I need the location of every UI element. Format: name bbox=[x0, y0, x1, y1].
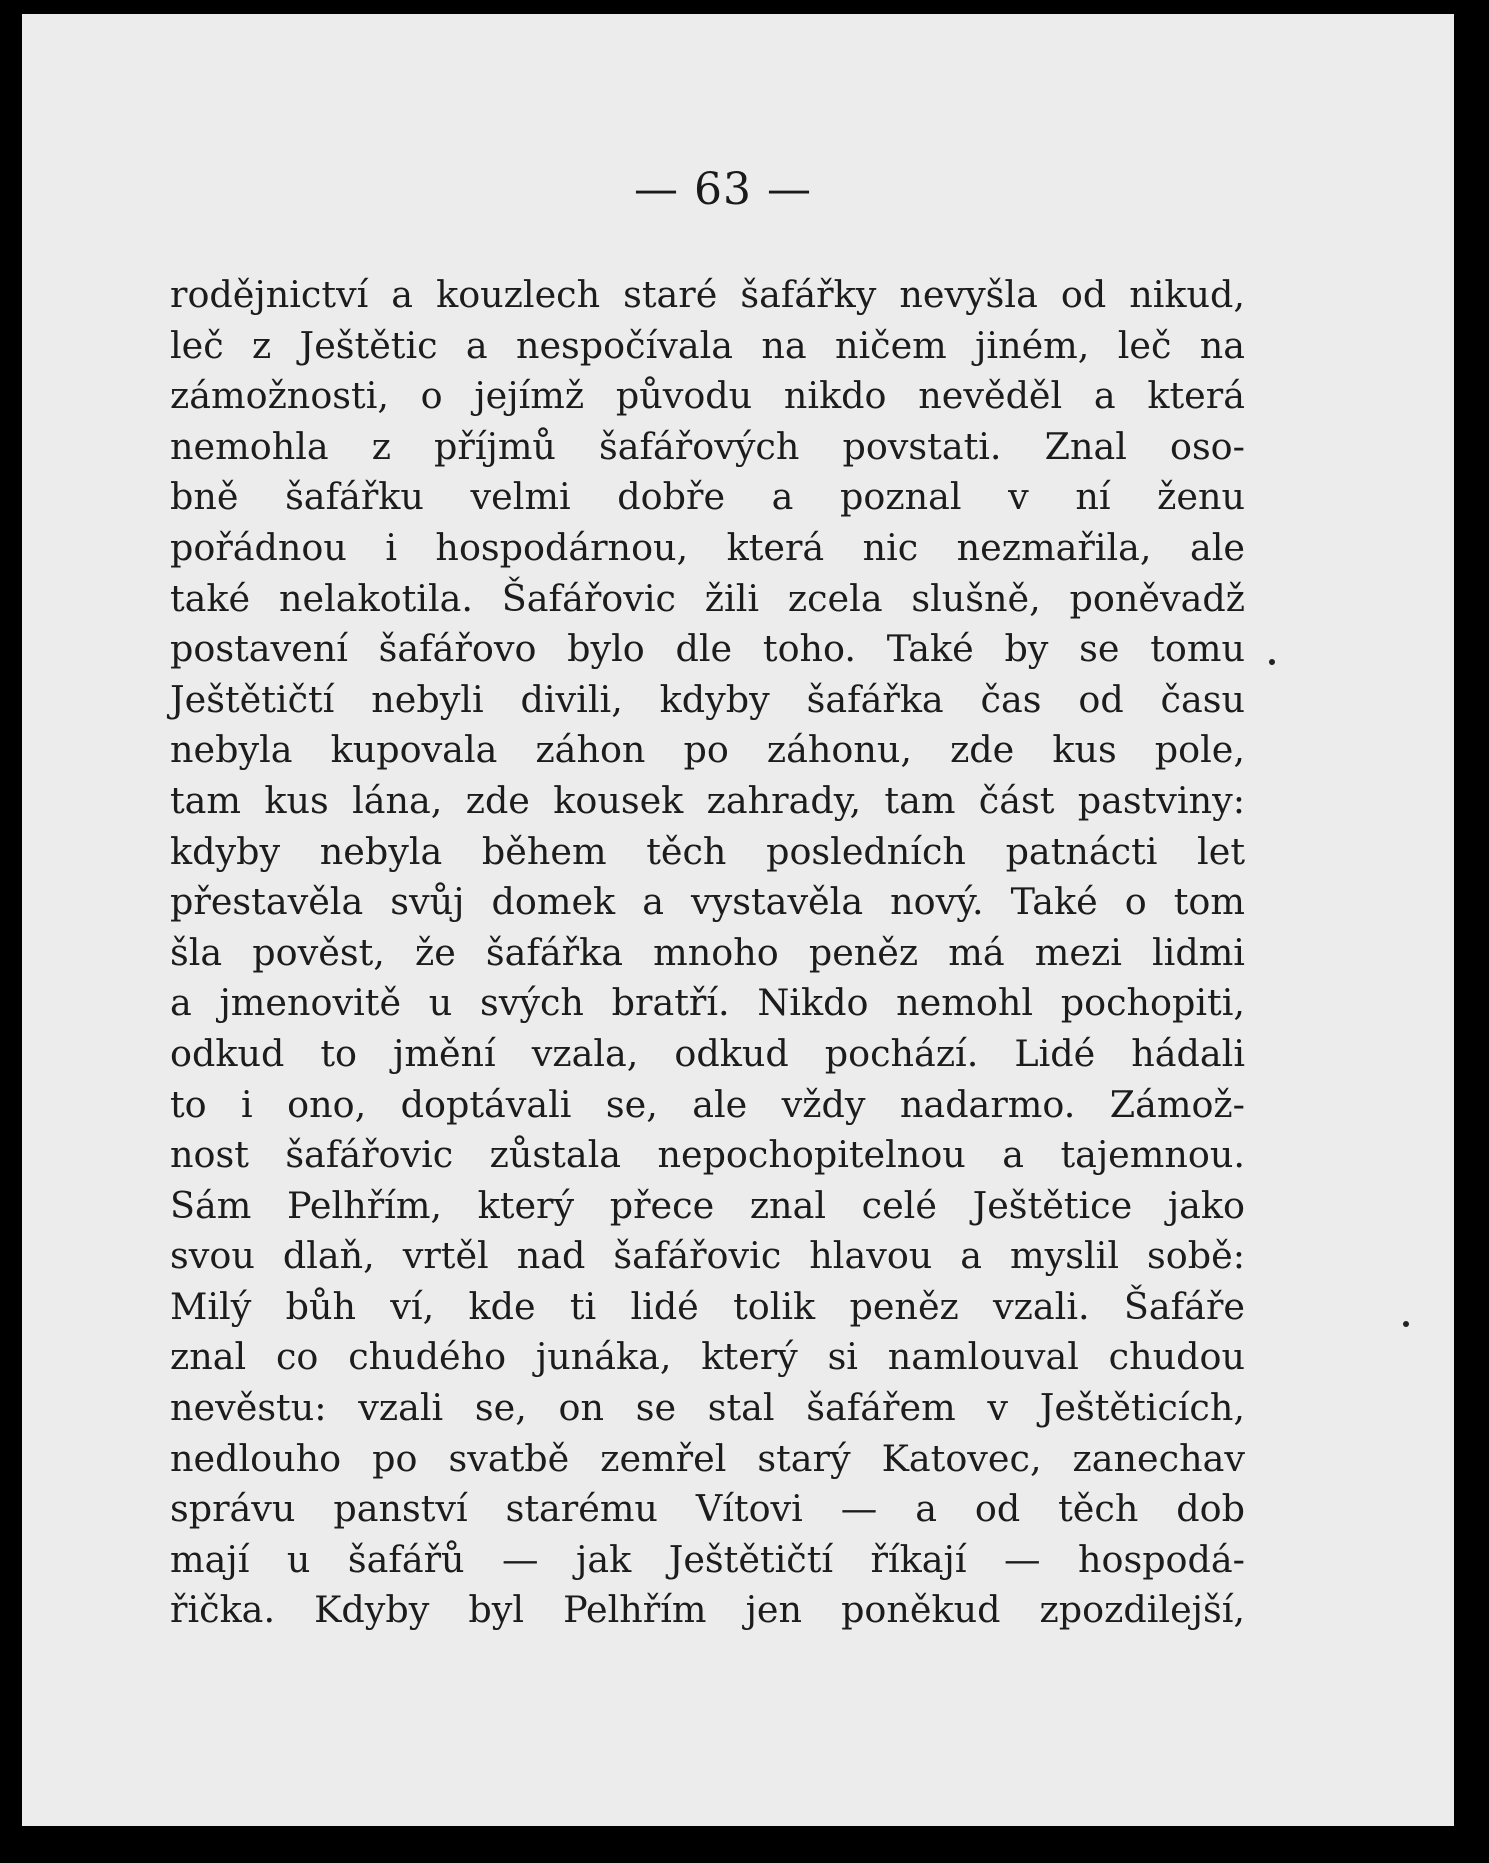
text-line: a jmenovitě u svých bratří. Nikdo nemohl pochopiti, bbox=[170, 981, 1245, 1025]
text-line: pořádnou i hospodárnou, která nic nezmařila, ale bbox=[170, 525, 1245, 569]
text-line: rodějnictví a kouzlech staré šafářky nevyšla od nikud, bbox=[170, 273, 1245, 316]
text-line: kdyby nebyla během těch posledních patnácti let bbox=[170, 829, 1245, 873]
text-line: postavení šafářovo bylo dle toho. Také by se tomu bbox=[170, 627, 1245, 671]
text-line: to i ono, doptávali se, ale vždy nadarmo. Zámož- bbox=[170, 1082, 1245, 1126]
text-line: řička. Kdyby byl Pelhřím jen poněkud zpozdilejší, bbox=[170, 1588, 1245, 1632]
text-line: zámožnosti, o jejímž původu nikdo nevěděl a která bbox=[170, 374, 1245, 418]
text-line: šla pověst, že šafářka mnoho peněz má mezi lidmi bbox=[170, 930, 1245, 974]
text-line: leč z Ještětic a nespočívala na ničem jiném, leč na bbox=[170, 323, 1245, 367]
text-line: nedlouho po svatbě zemřel starý Katovec, zanechav bbox=[170, 1436, 1245, 1480]
text-line: Sám Pelhřím, který přece znal celé Ještětice jako bbox=[170, 1183, 1245, 1227]
text-line: bně šafářku velmi dobře a poznal v ní ženu bbox=[170, 475, 1245, 519]
book-page bbox=[22, 14, 1454, 1826]
scan-speck bbox=[1269, 659, 1275, 665]
scan-speck bbox=[1403, 1321, 1409, 1327]
text-line: také nelakotila. Šafářovic žili zcela slušně, poněvadž bbox=[170, 576, 1245, 620]
text-line: přestavěla svůj domek a vystavěla nový. Také o tom bbox=[170, 880, 1245, 924]
text-line: odkud to jmění vzala, odkud pochází. Lidé hádali bbox=[170, 1031, 1245, 1075]
body-text bbox=[170, 270, 1245, 1636]
text-line: znal co chudého junáka, který si namlouval chudou bbox=[170, 1335, 1245, 1379]
text-line: svou dlaň, vrtěl nad šafářovic hlavou a myslil sobě: bbox=[170, 1234, 1245, 1278]
text-line: tam kus lána, zde kousek zahrady, tam část pastviny: bbox=[170, 778, 1245, 822]
text-line: mají u šafářů — jak Ještětičtí říkají — hospodá- bbox=[170, 1537, 1245, 1581]
text-line: Milý bůh ví, kde ti lidé tolik peněz vzali. Šafáře bbox=[170, 1284, 1245, 1328]
text-line: nebyla kupovala záhon po záhonu, zde kus pole, bbox=[170, 728, 1245, 772]
text-line: správu panství starému Vítovi — a od těch dob bbox=[170, 1487, 1245, 1531]
page-number bbox=[22, 164, 1454, 215]
text-line: nost šafářovic zůstala nepochopitelnou a tajemnou. bbox=[170, 1133, 1245, 1177]
text-line: Ještětičtí nebyli divili, kdyby šafářka čas od času bbox=[170, 677, 1245, 721]
text-line: nemohla z příjmů šafářových povstati. Znal oso- bbox=[170, 424, 1245, 468]
text-line: nevěstu: vzali se, on se stal šafářem v Ještěticích, bbox=[170, 1386, 1245, 1430]
page-number-text: — 63 — bbox=[634, 164, 812, 215]
